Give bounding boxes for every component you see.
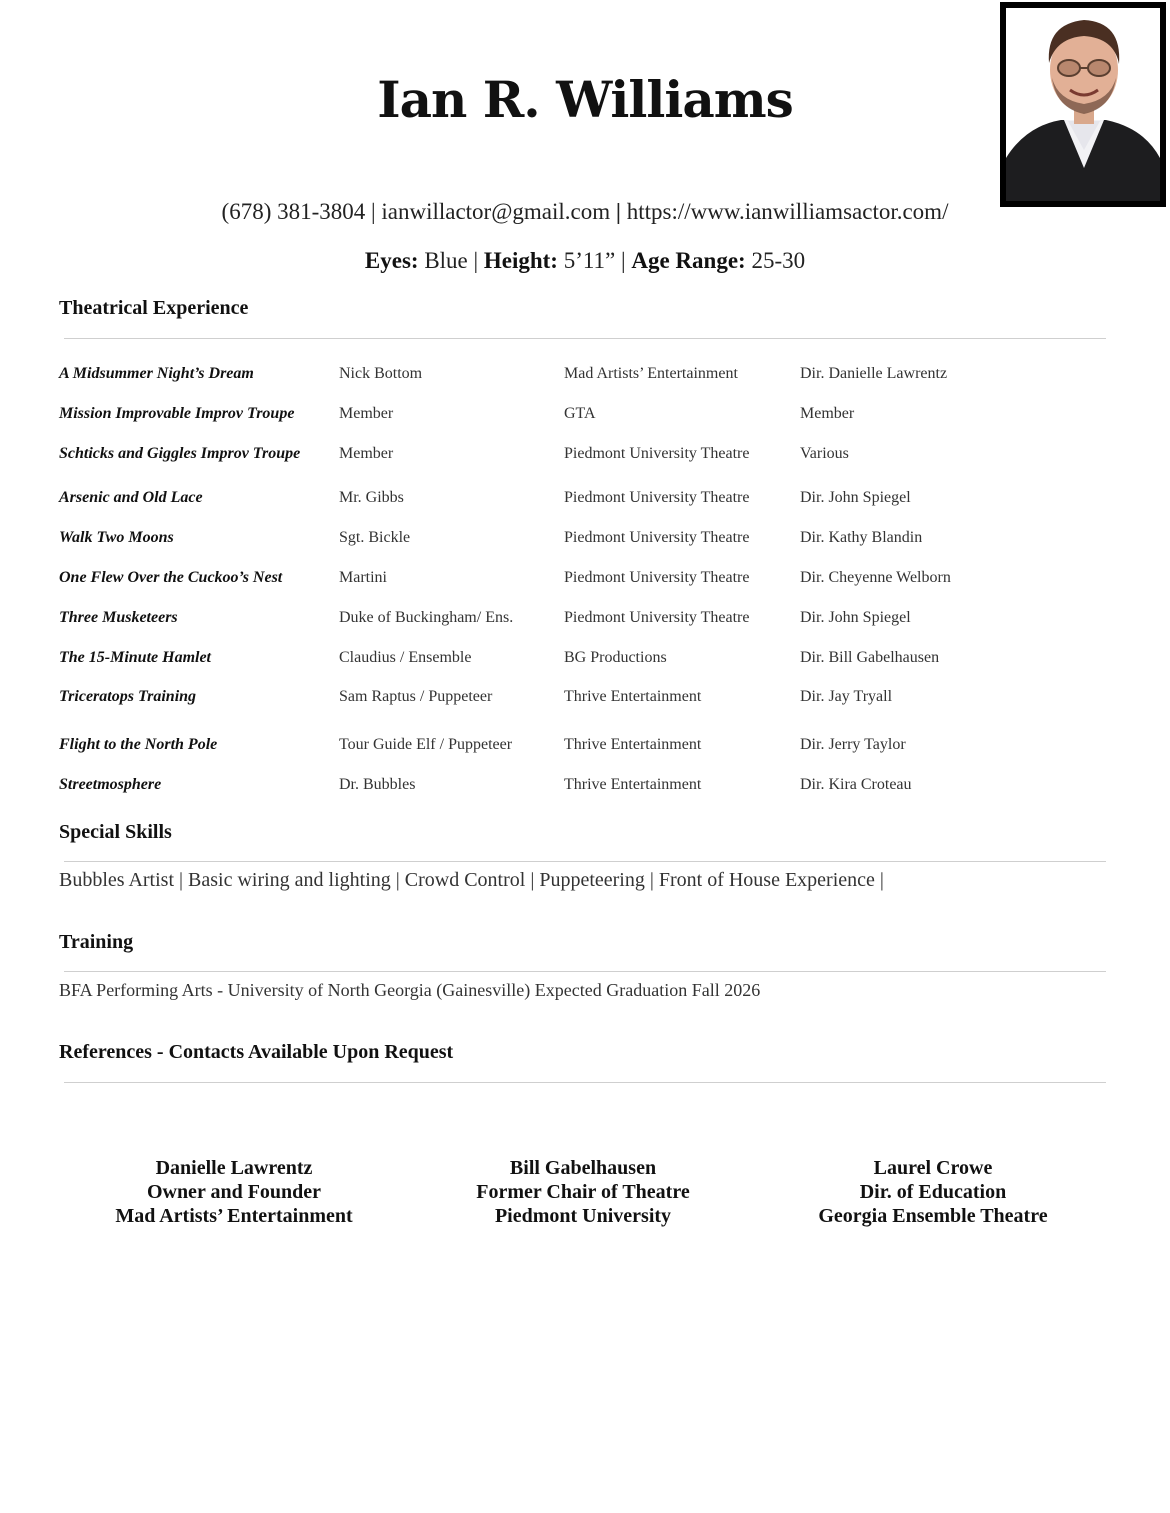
experience-row [59,776,1109,800]
experience-row [59,445,1109,469]
show-title: Streetmosphere [59,776,162,793]
section-divider [64,861,1106,862]
experience-row [59,529,1109,553]
role: Sgt. Bickle [339,529,411,546]
reference-name: Danielle Lawrentz [155,1157,313,1179]
age-range-label: Age Range: [631,248,746,273]
experience-row [59,405,1109,429]
experience-row [59,569,1109,593]
director: Member [800,405,855,422]
headshot-photo [1000,2,1166,207]
company: Piedmont University Theatre [564,445,750,462]
height-value: 5’11” | [557,248,632,273]
show-title: One Flew Over the Cuckoo’s Nest [59,569,283,586]
reference-organization: Georgia Ensemble Theatre [818,1205,1048,1227]
theatrical-experience-heading: Theatrical Experience [59,297,249,319]
special-skills-list: Bubbles Artist | Basic wiring and lighting | Crowd Control | Puppeteering | Front of House Experience | [59,869,884,891]
show-title: A Midsummer Night’s Dream [59,365,254,382]
contact-separator: | [365,199,382,224]
director: Dir. Kira Croteau [800,776,912,793]
training-heading: Training [59,931,134,953]
actor-name: Ian R. Williams [377,70,793,129]
role: Sam Raptus / Puppeteer [339,688,493,705]
company: Piedmont University Theatre [564,609,750,626]
company: BG Productions [564,649,667,666]
contact-line [0,199,1170,225]
show-title: Schticks and Giggles Improv Troupe [59,445,301,462]
section-divider [64,338,1106,339]
director: Dir. Kathy Blandin [800,529,923,546]
role: Claudius / Ensemble [339,649,472,666]
reference-name: Bill Gabelhausen [509,1157,657,1179]
show-title: Triceratops Training [59,688,197,705]
height-label: Height: [483,248,558,273]
company: Thrive Entertainment [564,736,702,753]
eyes-value: Blue | [418,248,484,273]
phone-number: (678) 381-3804 [221,199,366,224]
director: Dir. Jerry Taylor [800,736,906,753]
company: Piedmont University Theatre [564,529,750,546]
headshot-illustration [1006,8,1160,201]
contact-separator: | [610,199,627,224]
company: Piedmont University Theatre [564,569,750,586]
role: Dr. Bubbles [339,776,416,793]
reference-card [403,1156,763,1228]
special-skills-heading: Special Skills [59,821,172,843]
experience-row [59,688,1109,712]
email-address: ianwillactor@gmail.com [381,199,611,224]
reference-card [54,1156,414,1228]
eyes-label: Eyes: [364,248,419,273]
company: Piedmont University Theatre [564,489,750,506]
experience-row [59,365,1109,389]
role: Duke of Buckingham/ Ens. [339,609,514,626]
show-title: Three Musketeers [59,609,178,626]
reference-card [753,1156,1113,1228]
role: Member [339,445,394,462]
company: Thrive Entertainment [564,688,702,705]
experience-row [59,609,1109,633]
company: GTA [564,405,596,422]
show-title: The 15-Minute Hamlet [59,649,211,666]
reference-title: Dir. of Education [859,1181,1007,1203]
reference-organization: Piedmont University [494,1205,672,1227]
role: Martini [339,569,387,586]
reference-organization: Mad Artists’ Entertainment [115,1205,353,1227]
references-heading: References - Contacts Available Upon Request [59,1041,454,1063]
company: Mad Artists’ Entertainment [564,365,738,382]
reference-title: Owner and Founder [146,1181,322,1203]
experience-row [59,489,1109,513]
role: Tour Guide Elf / Puppeteer [339,736,513,753]
director: Dir. Danielle Lawrentz [800,365,948,382]
director: Dir. Cheyenne Welborn [800,569,951,586]
show-title: Arsenic and Old Lace [59,489,203,506]
section-divider [64,971,1106,972]
director: Dir. John Spiegel [800,489,911,506]
show-title: Walk Two Moons [59,529,174,546]
experience-row [59,649,1109,673]
role: Nick Bottom [339,365,423,382]
reference-title: Former Chair of Theatre [476,1181,690,1203]
age-range-value: 25-30 [745,248,806,273]
section-divider [64,1082,1106,1083]
director: Dir. Bill Gabelhausen [800,649,940,666]
training-entry: BFA Performing Arts - University of North Georgia (Gainesville) Expected Graduation Fall 2026 [59,980,761,1000]
director: Dir. Jay Tryall [800,688,893,705]
director: Various [800,445,849,462]
company: Thrive Entertainment [564,776,702,793]
role: Mr. Gibbs [339,489,404,506]
experience-row [59,736,1109,760]
physical-stats [0,248,1170,274]
reference-name: Laurel Crowe [873,1157,993,1179]
show-title: Mission Improvable Improv Troupe [59,405,295,422]
role: Member [339,405,394,422]
director: Dir. John Spiegel [800,609,911,626]
website-url: https://www.ianwilliamsactor.com/ [626,199,949,224]
show-title: Flight to the North Pole [59,736,218,753]
